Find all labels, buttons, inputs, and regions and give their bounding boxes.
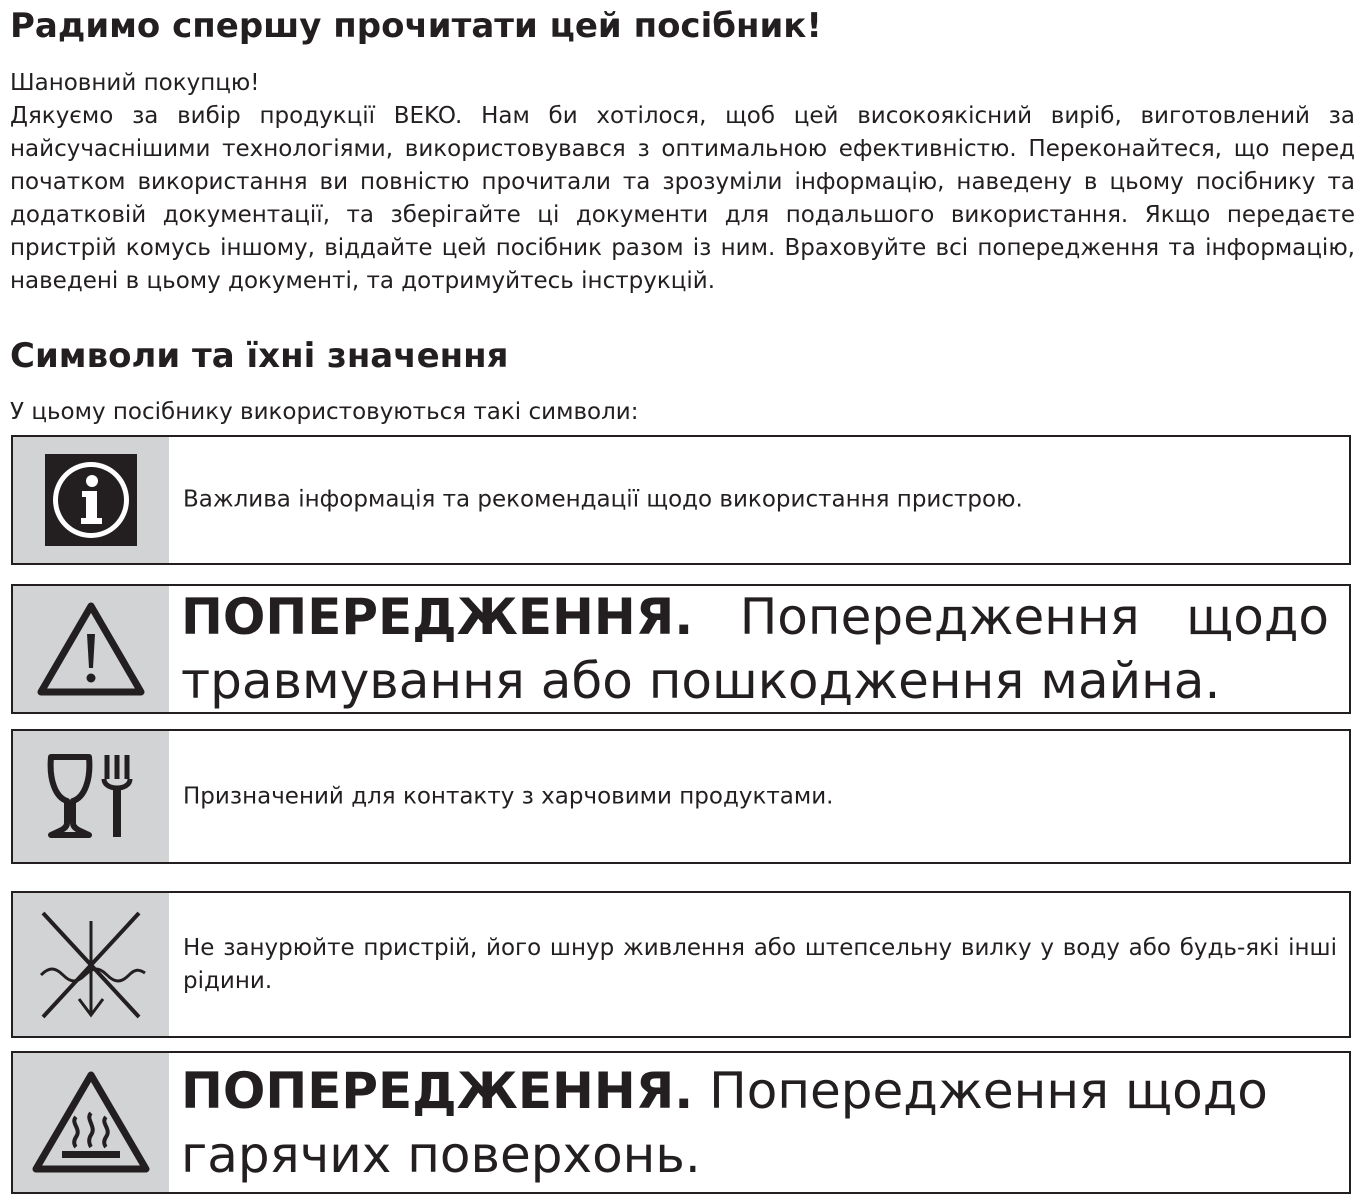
- symbol-text: Важлива інформація та рекомендації щодо використання пристрою.: [183, 486, 1023, 513]
- symbol-icon-cell: [13, 586, 169, 712]
- warning-text: Попередження щодо гарячих поверхонь.: [181, 1061, 1268, 1184]
- symbol-row-no-immersion: [11, 891, 1351, 1038]
- symbol-icon-cell: [13, 1053, 169, 1192]
- warning-icon: [35, 600, 147, 698]
- warning-label: ПОПЕРЕДЖЕННЯ.: [181, 1061, 694, 1120]
- symbol-text: [181, 1059, 1329, 1187]
- symbols-heading: Символи та їхні значення: [10, 336, 509, 376]
- warning-text: Попередження щодо травмування або пошкодження майна.: [181, 588, 1329, 710]
- page-title: Радимо спершу прочитати цей посібник!: [10, 6, 822, 46]
- info-icon: [45, 454, 137, 546]
- intro-paragraph: Дякуємо за вибір продукції BEKO. Нам би хотілося, щоб цей високоякісний виріб, виготовлений за найсучаснішими технологіями, використовувався з оптимальною ефективністю. Переконайтеся, що перед початком використання ви повністю прочитали та зрозуміли інформацію, наведену в цьому посібнику та додатковій документації, та зберігайте ці документи для подальшого використання. Якщо передаєте пристрій комусь іншому, віддайте цей посібник разом із ним. Враховуйте всі попередження та інформацію, наведені в цьому документі, та дотримуйтесь інструкцій.: [10, 103, 1355, 294]
- symbol-text: Не занурюйте пристрій, його шнур живлення або штепсельну вилку у воду або будь-які інші рідини.: [183, 934, 1337, 994]
- warning-label: ПОПЕРЕДЖЕННЯ.: [181, 588, 694, 646]
- greeting: Шановний покупцю!: [10, 70, 260, 96]
- symbol-row-food-contact: [11, 729, 1351, 864]
- symbol-text: Призначений для контакту з харчовими продуктами.: [183, 783, 834, 809]
- food-contact-icon: [45, 753, 137, 841]
- hot-surface-icon: [30, 1069, 152, 1177]
- symbol-row-hot-surface: [11, 1051, 1351, 1194]
- symbol-icon-cell: [13, 893, 169, 1036]
- symbol-icon-cell: [13, 731, 169, 862]
- symbol-icon-cell: [13, 437, 169, 563]
- symbol-row-info: [11, 435, 1351, 565]
- symbol-text: [181, 585, 1329, 713]
- symbols-lead: У цьому посібнику використовуються такі символи:: [10, 399, 639, 425]
- no-immersion-icon: [33, 909, 149, 1021]
- symbol-row-warning: [11, 584, 1351, 714]
